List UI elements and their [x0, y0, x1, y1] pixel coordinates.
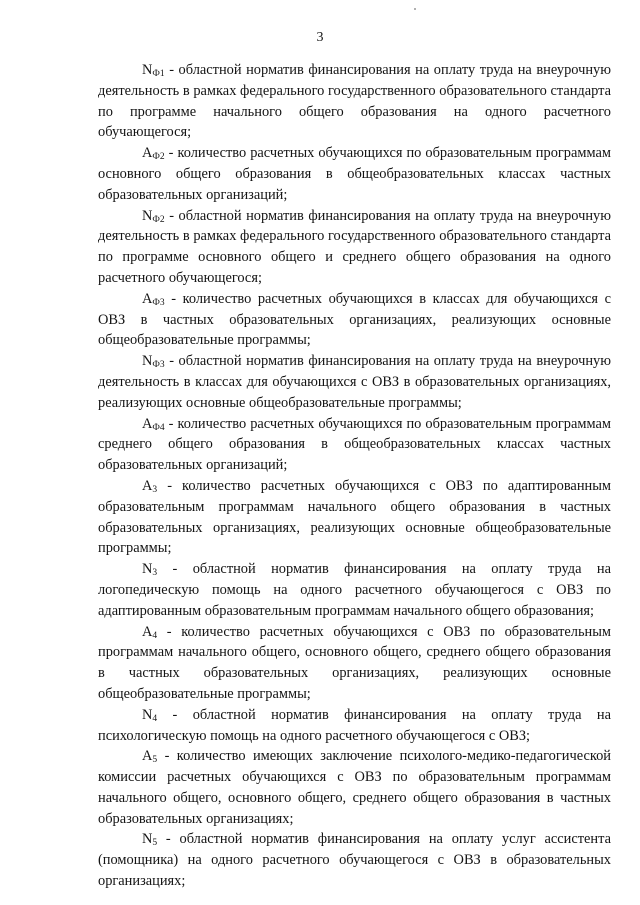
variable-subscript: 3 [152, 568, 158, 579]
definition-text: - количество расчетных обучающихся по образовательным программам среднего общего образования в общеобразовательных классах частных образовательных организаций; [98, 415, 611, 474]
definition-paragraph [98, 476, 611, 559]
variable-symbol: А [142, 415, 153, 432]
definition-paragraph [98, 143, 611, 205]
definition-text: - областной норматив финансирования на оплату труда на внеурочную деятельность в рамках федерального государственного образовательного стандарта по программе начального общего образования на одного расчетного обучающегося; [98, 62, 611, 141]
variable-subscript: Ф2 [152, 214, 165, 225]
variable-symbol: А [142, 623, 153, 640]
definition-text: - количество имеющих заключение психолого-медико-педагогической комиссии расчетных обучающихся с ОВЗ по образовательным программам начального общего, основного общего, среднего общего образования в частных образовательных организациях; [98, 748, 611, 827]
definition-text: - областной норматив финансирования на оплату труда на внеурочную деятельность в классах для обучающихся с ОВЗ в образовательных организациях, реализующих основные общеобразовательные программы; [98, 353, 611, 411]
variable-symbol: N [142, 561, 153, 578]
variable-symbol: А [142, 748, 153, 765]
variable-subscript: Ф3 [152, 360, 165, 371]
definition-paragraph [98, 622, 611, 705]
definition-paragraph [98, 559, 611, 621]
definition-paragraph [98, 289, 611, 351]
page-number: 3 [316, 30, 324, 45]
definition-paragraph [98, 705, 611, 747]
definitions-list [98, 60, 611, 892]
scan-speck [414, 8, 416, 10]
variable-symbol: А [142, 145, 153, 162]
definition-paragraph [98, 746, 611, 829]
definition-paragraph [98, 829, 611, 891]
variable-subscript: 4 [152, 630, 158, 641]
definition-paragraph [98, 60, 611, 143]
definition-paragraph [98, 414, 611, 476]
variable-subscript: 4 [152, 713, 158, 724]
variable-symbol: N [142, 62, 153, 78]
variable-subscript: 5 [152, 838, 158, 849]
variable-subscript: 3 [152, 484, 158, 495]
variable-symbol: N [142, 831, 153, 848]
definition-paragraph [98, 351, 611, 413]
variable-subscript: Ф2 [152, 152, 165, 163]
definition-text: - количество расчетных обучающихся с ОВЗ по образовательным программам начального общего, основного общего, среднего общего образования в частных образовательных организациях, реализующих основные общеобразовательные программы; [98, 623, 611, 702]
variable-symbol: А [142, 290, 153, 307]
variable-symbol: А [142, 477, 153, 494]
definition-text: - количество расчетных обучающихся с ОВЗ по адаптированным образовательным программам начального общего образования в частных образовательных организациях, реализующих основные общеобразовательные программы; [98, 477, 611, 557]
definition-paragraph [98, 206, 611, 289]
variable-subscript: Ф1 [152, 69, 165, 79]
definition-text: - областной норматив финансирования на оплату труда на логопедическую помощь на одного расчетного обучающегося с ОВЗ по адаптированным образовательным программам начального общего образования; [98, 561, 611, 619]
variable-subscript: Ф3 [152, 297, 165, 308]
definition-text: - количество расчетных обучающихся в классах для обучающихся с ОВЗ в частных образовательных организациях, реализующих основные общеобразовательные программы; [98, 290, 611, 349]
variable-subscript: Ф4 [152, 422, 165, 433]
variable-subscript: 5 [152, 755, 158, 766]
variable-symbol: N [142, 706, 153, 723]
variable-symbol: N [142, 353, 153, 370]
definition-text: - количество расчетных обучающихся по образовательным программам основного общего образования в общеобразовательных классах частных образовательных организаций; [98, 145, 611, 203]
definition-text: - областной норматив финансирования на оплату услуг ассистента (помощника) на одного расчетного обучающегося с ОВЗ в образовательных организациях; [98, 831, 611, 890]
definition-text: - областной норматив финансирования на оплату труда на психологическую помощь на одного расчетного обучающегося с ОВЗ; [98, 706, 611, 744]
definition-text: - областной норматив финансирования на оплату труда на внеурочную деятельность в рамках федерального государственного образовательного стандарта по программе основного общего и среднего общего образования на одного расчетного обучающегося; [98, 207, 611, 286]
variable-symbol: N [142, 207, 153, 224]
